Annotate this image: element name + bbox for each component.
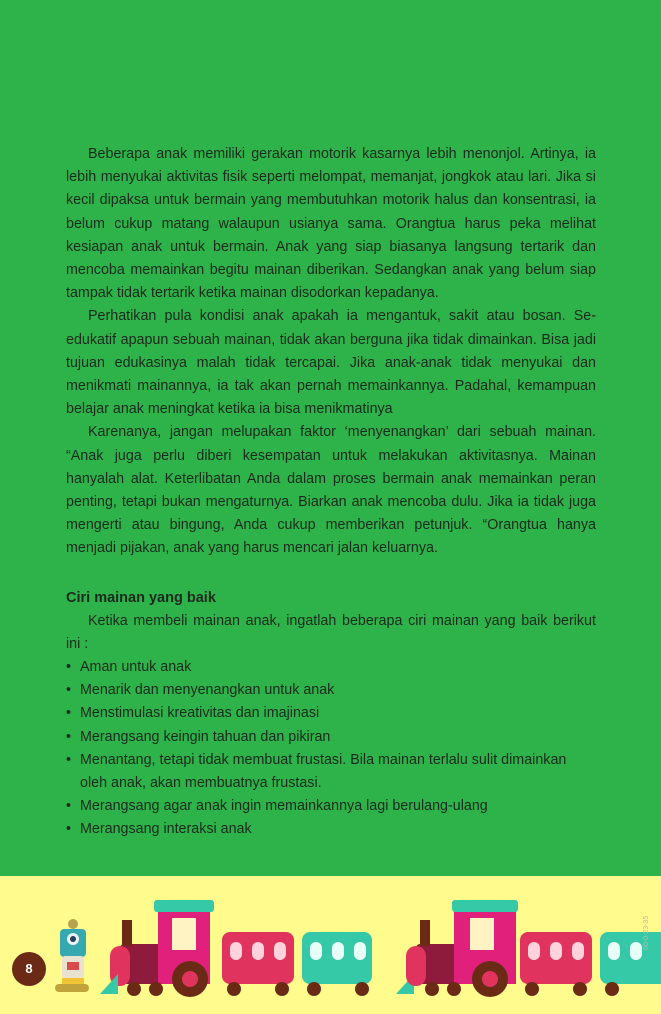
section-heading: Ciri mainan yang baik <box>66 589 216 606</box>
list-item: • Menantang, tetapi tidak membuat frustasi. Bila mainan terlalu sulit dimainkan oleh anak, akan membuatnya frustasi. <box>66 749 596 795</box>
paragraph-3: Karenanya, jangan melupakan faktor ‘menyenangkan’ dari sebuah mainan. “Anak juga perlu diberi kesempatan untuk melakukan aktivitasnya. Mainan hanyalah alat. Keterlibatan Anda dalam proses bermain anak memainkan peran penting, tetapi bukan mengaturnya. Biarkan anak mencoba dulu. Jika ia tidak juga mengerti atau bingung, Anda cukup memberikan petunjuk. “Orangtua hanya menjadi pijakan, anak yang harus mencari jalan keluarnya. <box>66 424 596 557</box>
section-intro: Ketika membeli mainan anak, ingatlah beberapa ciri mainan yang baik berikut ini : <box>66 612 596 652</box>
list-item: • Merangsang keingin tahuan dan pikiran <box>66 726 596 749</box>
body-text <box>66 143 596 842</box>
toy-criteria-list <box>66 656 596 842</box>
list-item: • Merangsang agar anak ingin memainkannya lagi berulang-ulang <box>66 795 596 818</box>
paragraph-1: Beberapa anak memiliki gerakan motorik kasarnya lebih menonjol. Artinya, ia lebih menyukai aktivitas fisik seperti melompat, memanjat, jongkok atau lari. Jika si kecil dipaksa untuk bermain yang membutuhkan motorik halus dan konsentrasi, ia belum cukup matang walaupun usianya sama. Orangtua harus peka melihat kesiapan anak untuk bermain. Anak yang siap biasanya langsung tertarik dan mencoba memainkan begitu mainan diberikan. Sedangkan anak yang belum siap tampak tidak tertarik ketika mainan disodorkan kepadanya. <box>66 146 596 302</box>
paragraph-2: Perhatikan pula kondisi anak apakah ia mengantuk, sakit atau bosan. Se-edukatif apapun sebuah mainan, tidak akan berguna jika tidak dimainkan. Bisa jadi tujuan edukasinya malah tidak tercapai. Jika anak-anak tidak menyukai dan menikmati mainannya, ia tak akan pernah memainkannya. Padahal, kemampuan belajar anak meningkat ketika ia bisa menikmatinya <box>66 308 596 418</box>
page-number: 8 <box>12 952 46 986</box>
train-illustration <box>0 876 661 1014</box>
train-right <box>396 900 661 997</box>
side-code: 00-0-23-35 <box>643 915 650 950</box>
list-item: • Menstimulasi kreativitas dan imajinasi <box>66 702 596 725</box>
train-left <box>110 900 372 997</box>
list-item: • Aman untuk anak <box>66 656 596 679</box>
robot-icon <box>55 919 89 992</box>
list-item: • Merangsang interaksi anak <box>66 818 596 841</box>
list-item: • Menarik dan menyenangkan untuk anak <box>66 679 596 702</box>
